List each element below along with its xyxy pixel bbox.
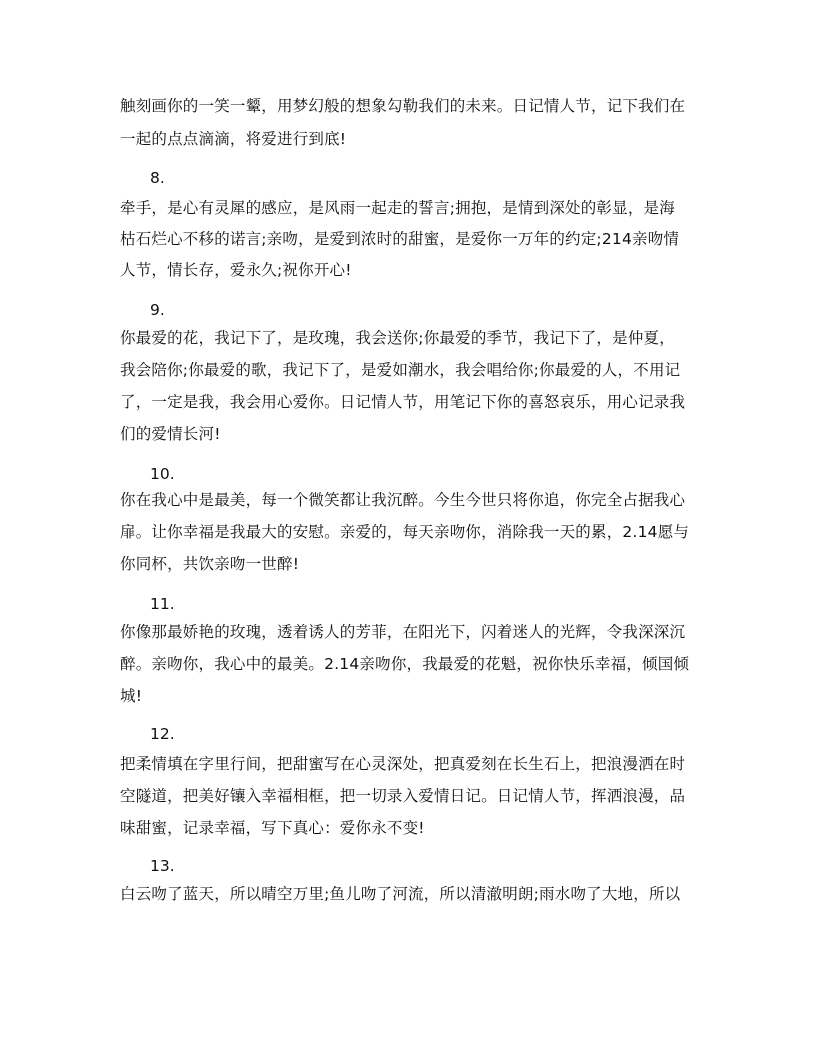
text-line: 触刻画你的一笑一颦，用梦幻般的想象勾勒我们的未来。日记情人节，记下我们在 [120,97,686,115]
text-line: 我会陪你;你最爱的歌，我记下了，是爱如潮水，我会唱给你;你最爱的人，不用记 [120,361,681,379]
text-line: 白云吻了蓝天，所以晴空万里;鱼儿吻了河流，所以清澈明朗;雨水吻了大地，所以 [120,885,681,903]
text-line: 人节，情长存，爱永久;祝你开心! [120,261,352,279]
text-line: 空隧道，把美好镶入幸福相框，把一切录入爱情日记。日记情人节，挥洒浪漫，品 [120,787,686,805]
item-number: 11. [150,595,175,613]
item-number: 9. [150,301,165,319]
text-line: 味甜蜜，记录幸福，写下真心：爱你永不变! [120,819,425,837]
item-number: 12. [150,725,175,743]
text-line: 们的爱情长河! [120,425,221,443]
item-number: 13. [150,857,175,875]
text-line: 扉。让你幸福是我最大的安慰。亲爱的，每天亲吻你，消除我一天的累，2.14愿与 [120,523,690,541]
item-number: 8. [150,169,165,187]
item-number: 10. [150,465,175,483]
text-line: 枯石烂心不移的诺言;亲吻，是爱到浓时的甜蜜，是爱你一万年的约定;214亲吻情 [120,230,680,248]
text-line: 把柔情填在字里行间，把甜蜜写在心灵深处，把真爱刻在长生石上，把浪漫洒在时 [120,755,686,773]
text-line: 你像那最娇艳的玫瑰，透着诱人的芳菲，在阳光下，闪着迷人的光辉，令我深深沉 [120,623,686,641]
text-line: 一起的点点滴滴，将爱进行到底! [120,130,347,148]
text-line: 牵手，是心有灵犀的感应，是风雨一起走的誓言;拥抱，是情到深处的彰显，是海 [120,199,675,217]
text-line: 醉。亲吻你，我心中的最美。2.14亲吻你，我最爱的花魁，祝你快乐幸福，倾国倾 [120,655,690,673]
text-line: 你同杯，共饮亲吻一世醉! [120,555,300,573]
text-line: 你在我心中是最美，每一个微笑都让我沉醉。今生今世只将你追，你完全占据我心 [120,491,686,509]
text-line: 你最爱的花，我记下了，是玫瑰，我会送你;你最爱的季节，我记下了，是仲夏， [120,329,675,347]
text-line: 城! [120,687,143,705]
text-line: 了，一定是我，我会用心爱你。日记情人节，用笔记下你的喜怒哀乐，用心记录我 [120,393,686,411]
